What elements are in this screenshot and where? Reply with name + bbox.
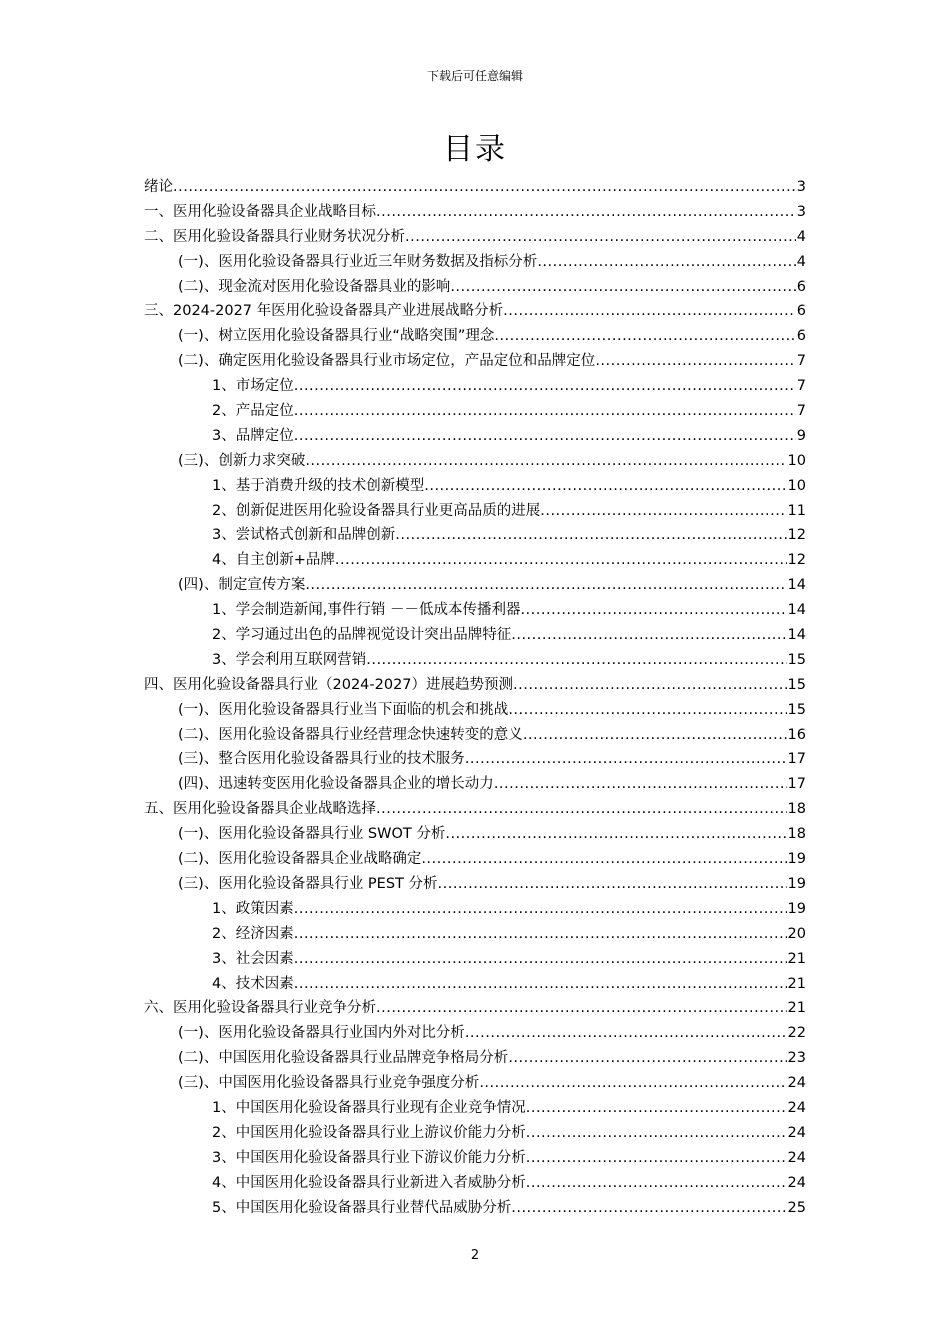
toc-entry[interactable]	[144, 598, 806, 623]
dot-leader	[294, 424, 796, 449]
toc-entry-page: 24	[787, 1174, 806, 1191]
dot-leader	[513, 673, 787, 698]
toc-entry[interactable]	[144, 349, 806, 374]
toc-entry-title: (一)、树立医用化验设备器具行业“战略突围”理念	[178, 328, 495, 345]
toc-entry[interactable]	[144, 200, 806, 225]
toc-entry-title: 1、市场定位	[212, 378, 294, 395]
toc-entry-title: 四、医用化验设备器具行业（2024-2027）进展趋势预测	[144, 676, 514, 693]
toc-entry[interactable]	[144, 972, 806, 997]
toc-entry-page: 18	[787, 801, 806, 818]
dot-leader	[305, 449, 786, 474]
toc-entry-page: 21	[787, 950, 806, 967]
toc-entry-title: (一)、医用化验设备器具行业近三年财务数据及指标分析	[178, 253, 538, 270]
toc-entry-title: 5、中国医用化验设备器具行业替代品威胁分析	[212, 1199, 512, 1216]
toc-entry[interactable]	[144, 1071, 806, 1096]
toc-entry[interactable]	[144, 1121, 806, 1146]
toc-entry-page: 24	[787, 1124, 806, 1141]
toc-entry-title: (三)、创新力求突破	[178, 452, 306, 469]
toc-entry-title: 1、中国医用化验设备器具行业现有企业竞争情况	[212, 1099, 526, 1116]
toc-entry[interactable]	[144, 374, 806, 399]
dot-leader	[294, 374, 796, 399]
toc-entry-title: (三)、整合医用化验设备器具行业的技术服务	[178, 751, 465, 768]
toc-entry-title: 1、基于消费升级的技术创新模型	[212, 477, 425, 494]
toc-entry-page: 7	[796, 353, 806, 370]
toc-entry-title: (二)、中国医用化验设备器具行业品牌竞争格局分析	[178, 1050, 509, 1067]
dot-leader	[294, 947, 787, 972]
dot-leader	[335, 548, 787, 573]
toc-entry-title: 一、医用化验设备器具企业战略目标	[144, 203, 376, 220]
dot-leader	[465, 747, 787, 772]
toc-entry-page: 12	[787, 552, 806, 569]
toc-entry-page: 9	[796, 427, 806, 444]
toc-entry-page: 15	[787, 676, 806, 693]
dot-leader	[511, 623, 786, 648]
toc-entry-page: 22	[787, 1025, 806, 1042]
toc-entry[interactable]	[144, 523, 806, 548]
toc-entry-page: 14	[787, 602, 806, 619]
toc-entry-title: 4、技术因素	[212, 975, 294, 992]
dot-leader	[465, 1021, 787, 1046]
toc-entry-title: (一)、医用化验设备器具行业国内外对比分析	[178, 1025, 465, 1042]
toc-entry[interactable]	[144, 275, 806, 300]
toc-entry-title: 二、医用化验设备器具行业财务状况分析	[144, 228, 405, 245]
dot-leader	[508, 698, 786, 723]
toc-entry-page: 10	[787, 477, 806, 494]
toc-entry-page: 18	[787, 826, 806, 843]
dot-leader	[305, 573, 786, 598]
toc-entry-title: 2、学习通过出色的品牌视觉设计突出品牌特征	[212, 627, 512, 644]
toc-entry-page: 3	[796, 203, 806, 220]
toc-entry-title: (二)、医用化验设备器具行业经营理念快速转变的意义	[178, 726, 523, 743]
toc-entry[interactable]	[144, 1021, 806, 1046]
toc-title: 目录	[443, 132, 507, 167]
dot-leader	[366, 648, 786, 673]
dot-leader	[294, 972, 787, 997]
toc-entry-page: 15	[787, 701, 806, 718]
dot-leader	[526, 1171, 787, 1196]
toc-entry[interactable]	[144, 996, 806, 1021]
toc-entry[interactable]	[144, 772, 806, 797]
toc-entry-title: 4、中国医用化验设备器具行业新进入者威胁分析	[212, 1174, 526, 1191]
toc-entry-page: 19	[787, 900, 806, 917]
toc-entry-page: 14	[787, 627, 806, 644]
dot-leader	[438, 872, 787, 897]
toc-entry-title: (一)、医用化验设备器具行业当下面临的机会和挑战	[178, 701, 509, 718]
dot-leader	[526, 1146, 787, 1171]
toc-entry-page: 15	[787, 651, 806, 668]
dot-leader	[595, 349, 795, 374]
toc-entry-page: 24	[787, 1075, 806, 1092]
toc-entry-page: 19	[787, 851, 806, 868]
toc-entry[interactable]	[144, 1146, 806, 1171]
toc-entry-page: 21	[787, 1000, 806, 1017]
dot-leader	[508, 1046, 786, 1071]
toc-entry-page: 4	[796, 228, 806, 245]
toc-entry-page: 4	[796, 253, 806, 270]
toc-entry-title: 3、中国医用化验设备器具行业下游议价能力分析	[212, 1149, 526, 1166]
toc-entry-title: 1、学会制造新闻,事件行销 －－低成本传播利器	[212, 602, 521, 619]
toc-entry[interactable]	[144, 872, 806, 897]
toc-entry[interactable]	[144, 1046, 806, 1071]
toc-entry[interactable]	[144, 175, 806, 200]
toc-entry[interactable]	[144, 947, 806, 972]
toc-entry-title: 五、医用化验设备器具企业战略选择	[144, 801, 376, 818]
toc-entry-title: 六、医用化验设备器具行业竞争分析	[144, 1000, 376, 1017]
toc-entry[interactable]	[144, 449, 806, 474]
toc-entry-title: 4、自主创新+品牌	[212, 552, 335, 569]
toc-entry-page: 23	[787, 1050, 806, 1067]
toc-entry-page: 3	[796, 179, 806, 195]
toc-entry[interactable]	[144, 897, 806, 922]
dot-leader	[395, 523, 786, 548]
toc-entry-page: 17	[787, 751, 806, 768]
toc-entry-title: 2、经济因素	[212, 925, 294, 942]
toc-entry-page: 17	[787, 776, 806, 793]
toc-entry[interactable]	[144, 698, 806, 723]
toc-entry[interactable]	[144, 797, 806, 822]
toc-entry-page: 16	[787, 726, 806, 743]
toc-entry-title: (三)、医用化验设备器具行业 PEST 分析	[178, 875, 438, 892]
toc-entry-title: 2、中国医用化验设备器具行业上游议价能力分析	[212, 1124, 526, 1141]
toc-entry[interactable]	[144, 673, 806, 698]
toc-entry[interactable]	[144, 324, 806, 349]
toc-entry-title: 三、2024-2027 年医用化验设备器具产业进展战略分析	[144, 303, 504, 320]
dot-leader	[376, 200, 796, 225]
dot-leader	[523, 723, 787, 748]
toc-entry[interactable]	[144, 1096, 806, 1121]
dot-leader	[520, 598, 786, 623]
toc-entry[interactable]	[144, 623, 806, 648]
toc-entry[interactable]	[144, 1196, 806, 1221]
toc-entry[interactable]	[144, 723, 806, 748]
dot-leader	[421, 847, 786, 872]
toc-entry-title: 3、社会因素	[212, 950, 294, 967]
toc-entry[interactable]	[144, 648, 806, 673]
toc-entry[interactable]	[144, 847, 806, 872]
toc-entry[interactable]	[144, 747, 806, 772]
table-of-contents	[144, 175, 806, 1220]
toc-entry-page: 21	[787, 975, 806, 992]
toc-entry[interactable]	[144, 822, 806, 847]
dot-leader	[503, 299, 796, 324]
toc-entry-page: 11	[787, 502, 806, 519]
toc-entry[interactable]	[144, 548, 806, 573]
toc-entry-title: (二)、医用化验设备器具企业战略确定	[178, 851, 422, 868]
toc-entry-page: 24	[787, 1149, 806, 1166]
toc-entry-page: 7	[796, 378, 806, 395]
dot-leader	[494, 324, 795, 349]
toc-entry[interactable]	[144, 250, 806, 275]
toc-entry-title: 2、产品定位	[212, 403, 294, 420]
toc-entry-title: (二)、现金流对医用化验设备器具业的影响	[178, 278, 451, 295]
toc-entry[interactable]	[144, 299, 806, 324]
toc-entry-title: 绪论	[144, 179, 173, 195]
dot-leader	[526, 1096, 787, 1121]
dot-leader	[511, 1196, 786, 1221]
toc-entry-title: (四)、制定宣传方案	[178, 577, 306, 594]
page-number: 2	[470, 1248, 480, 1263]
toc-entry-title: 2、创新促进医用化验设备器具行业更高品质的进展	[212, 502, 541, 519]
toc-entry-page: 6	[796, 278, 806, 295]
dot-leader	[173, 175, 796, 200]
toc-entry-page: 24	[787, 1099, 806, 1116]
dot-leader	[450, 275, 795, 300]
toc-entry-title: (二)、确定医用化验设备器具行业市场定位，产品定位和品牌定位	[178, 353, 596, 370]
toc-entry-page: 10	[787, 452, 806, 469]
dot-leader	[445, 822, 786, 847]
dot-leader	[376, 797, 787, 822]
toc-entry-title: 1、政策因素	[212, 900, 294, 917]
dot-leader	[526, 1121, 787, 1146]
toc-entry-title: 3、学会利用互联网营销	[212, 651, 367, 668]
toc-entry-page: 7	[796, 403, 806, 420]
toc-entry[interactable]	[144, 922, 806, 947]
toc-entry-page: 6	[796, 328, 806, 345]
dot-leader	[376, 996, 787, 1021]
dot-leader	[537, 250, 795, 275]
dot-leader	[405, 225, 796, 250]
toc-entry[interactable]	[144, 474, 806, 499]
toc-entry[interactable]	[144, 399, 806, 424]
dot-leader	[479, 1071, 786, 1096]
dot-leader	[294, 922, 787, 947]
dot-leader	[494, 772, 787, 797]
toc-entry-title: 3、尝试格式创新和品牌创新	[212, 527, 396, 544]
toc-entry[interactable]	[144, 499, 806, 524]
toc-entry-page: 20	[787, 925, 806, 942]
toc-entry[interactable]	[144, 424, 806, 449]
toc-entry-page: 25	[787, 1199, 806, 1216]
toc-entry[interactable]	[144, 225, 806, 250]
toc-entry-page: 6	[796, 303, 806, 320]
toc-entry-page: 12	[787, 527, 806, 544]
toc-entry-title: (三)、中国医用化验设备器具行业竞争强度分析	[178, 1075, 480, 1092]
toc-entry-title: 3、品牌定位	[212, 427, 294, 444]
toc-entry-title: (一)、医用化验设备器具行业 SWOT 分析	[178, 826, 446, 843]
toc-entry-page: 14	[787, 577, 806, 594]
dot-leader	[424, 474, 786, 499]
toc-entry-page: 19	[787, 875, 806, 892]
dot-leader	[540, 499, 786, 524]
header-note: 下载后可任意编辑	[426, 69, 523, 83]
toc-entry[interactable]	[144, 573, 806, 598]
toc-entry-title: (四)、迅速转变医用化验设备器具企业的增长动力	[178, 776, 494, 793]
toc-entry[interactable]	[144, 1171, 806, 1196]
dot-leader	[294, 897, 787, 922]
dot-leader	[294, 399, 796, 424]
